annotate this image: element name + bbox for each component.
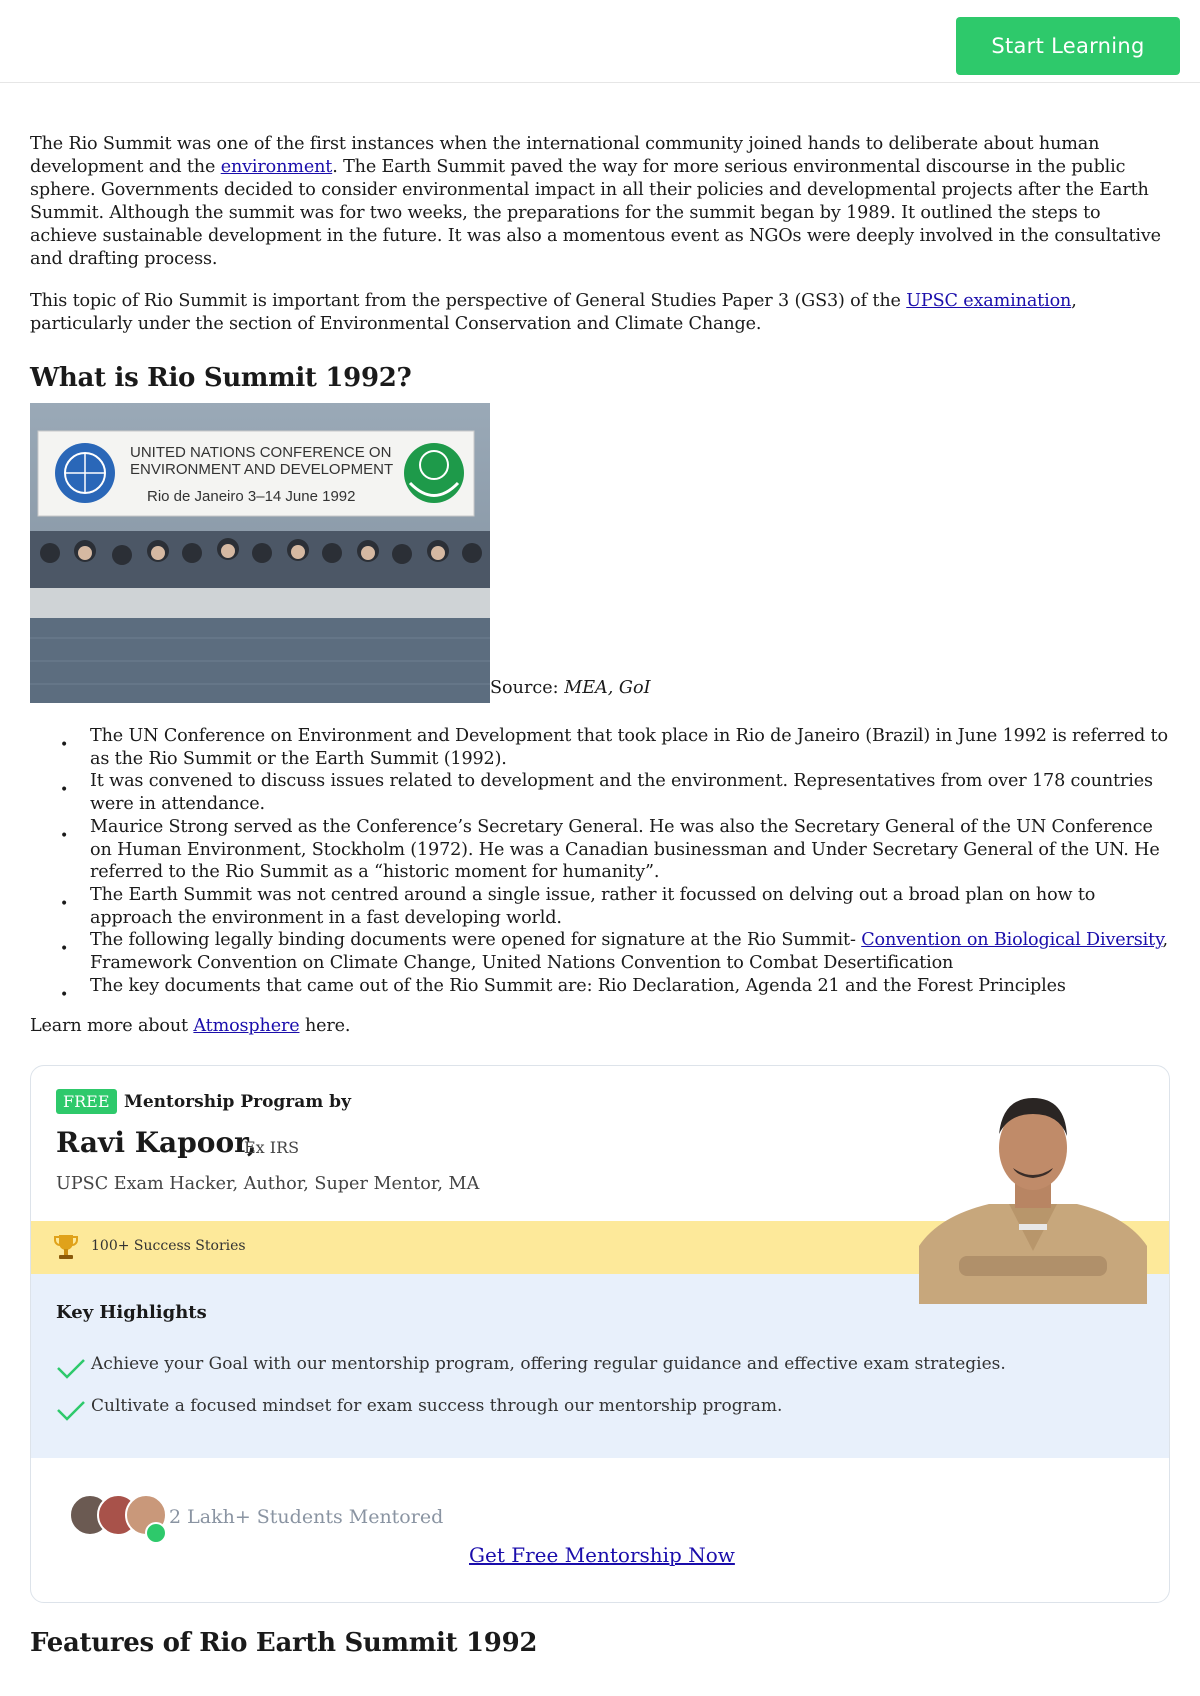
source-value: MEA, GoI <box>564 678 651 698</box>
list-item: • The key documents that came out of the Rio Summit are: Rio Declaration, Agenda 21 and the Forest Principles <box>30 975 1170 998</box>
image-source <box>490 677 651 699</box>
success-stories-count: 100+ Success Stories <box>91 1238 246 1254</box>
list-item: • The Earth Summit was not centred around a single issue, rather it focussed on delving out a broad plan on how to approach the environment in a fast developing world. <box>30 884 1170 929</box>
program-label: Mentorship Program by <box>124 1092 351 1112</box>
online-dot-icon <box>145 1522 167 1544</box>
students-mentored: 2 Lakh+ Students Mentored <box>169 1506 444 1528</box>
mentor-name: Ravi Kapoor, <box>56 1126 257 1159</box>
banner-line-2: ENVIRONMENT AND DEVELOPMENT <box>130 461 394 478</box>
intro-paragraph <box>30 133 1170 271</box>
key-highlights-title: Key Highlights <box>56 1302 207 1323</box>
summit-facts-list <box>30 725 1170 997</box>
list-item: • The UN Conference on Environment and Development that took place in Rio de Janeiro (Brazil) in June 1992 is referred to as the Rio Summit or the Earth Summit (1992). <box>30 725 1170 770</box>
section-heading-what-is: What is Rio Summit 1992? <box>30 363 412 393</box>
learn-more <box>30 1015 1170 1038</box>
article-content <box>30 133 1170 1038</box>
get-free-mentorship-link[interactable]: Get Free Mentorship Now <box>469 1543 735 1567</box>
check-icon <box>56 1356 86 1380</box>
start-learning-button[interactable]: Start Learning <box>956 17 1180 75</box>
section-heading-features: Features of Rio Earth Summit 1992 <box>30 1628 538 1658</box>
biodiversity-convention-link[interactable]: Convention on Biological Diversity <box>861 930 1163 951</box>
environment-link[interactable]: environment <box>220 157 333 177</box>
source-label: Source: <box>490 678 565 698</box>
mentor-photo <box>919 1076 1147 1304</box>
atmosphere-link[interactable]: Atmosphere <box>193 1016 300 1037</box>
list-item <box>30 929 1170 974</box>
learn-more-suffix: here. <box>299 1016 351 1037</box>
banner-line-1: UNITED NATIONS CONFERENCE ON <box>130 444 392 461</box>
intro-text-2: . The Earth Summit paved the way for more serious environmental discourse in the public sphere. Governments decided to consider environmental impact in all their policies and developmental projects after the Earth Summit. Although the summit was for two weeks, the preparations for the summit began by 1989. It outlined the steps to achieve sustainable development in the future. It was also a momentous event as NGOs were deeply involved in the consultative and drafting process. <box>30 157 1161 269</box>
intro-text-1: The Rio Summit was one of the first instances when the international community joined hands to deliberate about human development and the <box>30 134 1100 177</box>
trophy-icon <box>53 1233 79 1261</box>
gs3-text-2: , particularly under the section of Environmental Conservation and Climate Change. <box>30 291 1077 334</box>
rio-summit-photo <box>30 403 490 703</box>
avatar-group <box>69 1494 169 1542</box>
highlight-text: Cultivate a focused mindset for exam success through our mentorship program. <box>91 1396 783 1416</box>
gs3-text-1: This topic of Rio Summit is important from the perspective of General Studies Paper 3 (GS3) of the <box>30 291 907 311</box>
free-badge: FREE <box>56 1089 117 1114</box>
check-icon <box>56 1398 86 1422</box>
image-row <box>30 403 1170 703</box>
upsc-exam-link[interactable]: UPSC examination <box>906 291 1072 311</box>
banner-line-3: Rio de Janeiro 3–14 June 1992 <box>147 488 356 505</box>
bullet-text: , Framework Convention on Climate Change, United Nations Convention to Combat Desertification <box>90 930 1168 974</box>
mentor-title: UPSC Exam Hacker, Author, Super Mentor, MA <box>56 1174 480 1194</box>
mentorship-card <box>30 1065 1170 1603</box>
list-item: • Maurice Strong served as the Conference’s Secretary General. He was also the Secretary General of the UN Conference on Human Environment, Stockholm (1972). He was a Canadian businessman and Under Secretary General of the UN. He referred to the Rio Summit as a “historic moment for humanity”. <box>30 816 1170 884</box>
top-bar <box>0 0 1200 83</box>
gs3-paragraph <box>30 290 1170 336</box>
list-item: • It was convened to discuss issues related to development and the environment. Representatives from over 178 countries were in attendance. <box>30 770 1170 815</box>
highlight-text: Achieve your Goal with our mentorship program, offering regular guidance and effective exam strategies. <box>91 1354 1006 1374</box>
bullet-text: The following legally binding documents were opened for signature at the Rio Summit- <box>90 930 862 951</box>
mentor-designation: Ex IRS <box>244 1138 300 1157</box>
conference-image <box>30 403 490 703</box>
learn-more-text: Learn more about <box>30 1016 194 1037</box>
